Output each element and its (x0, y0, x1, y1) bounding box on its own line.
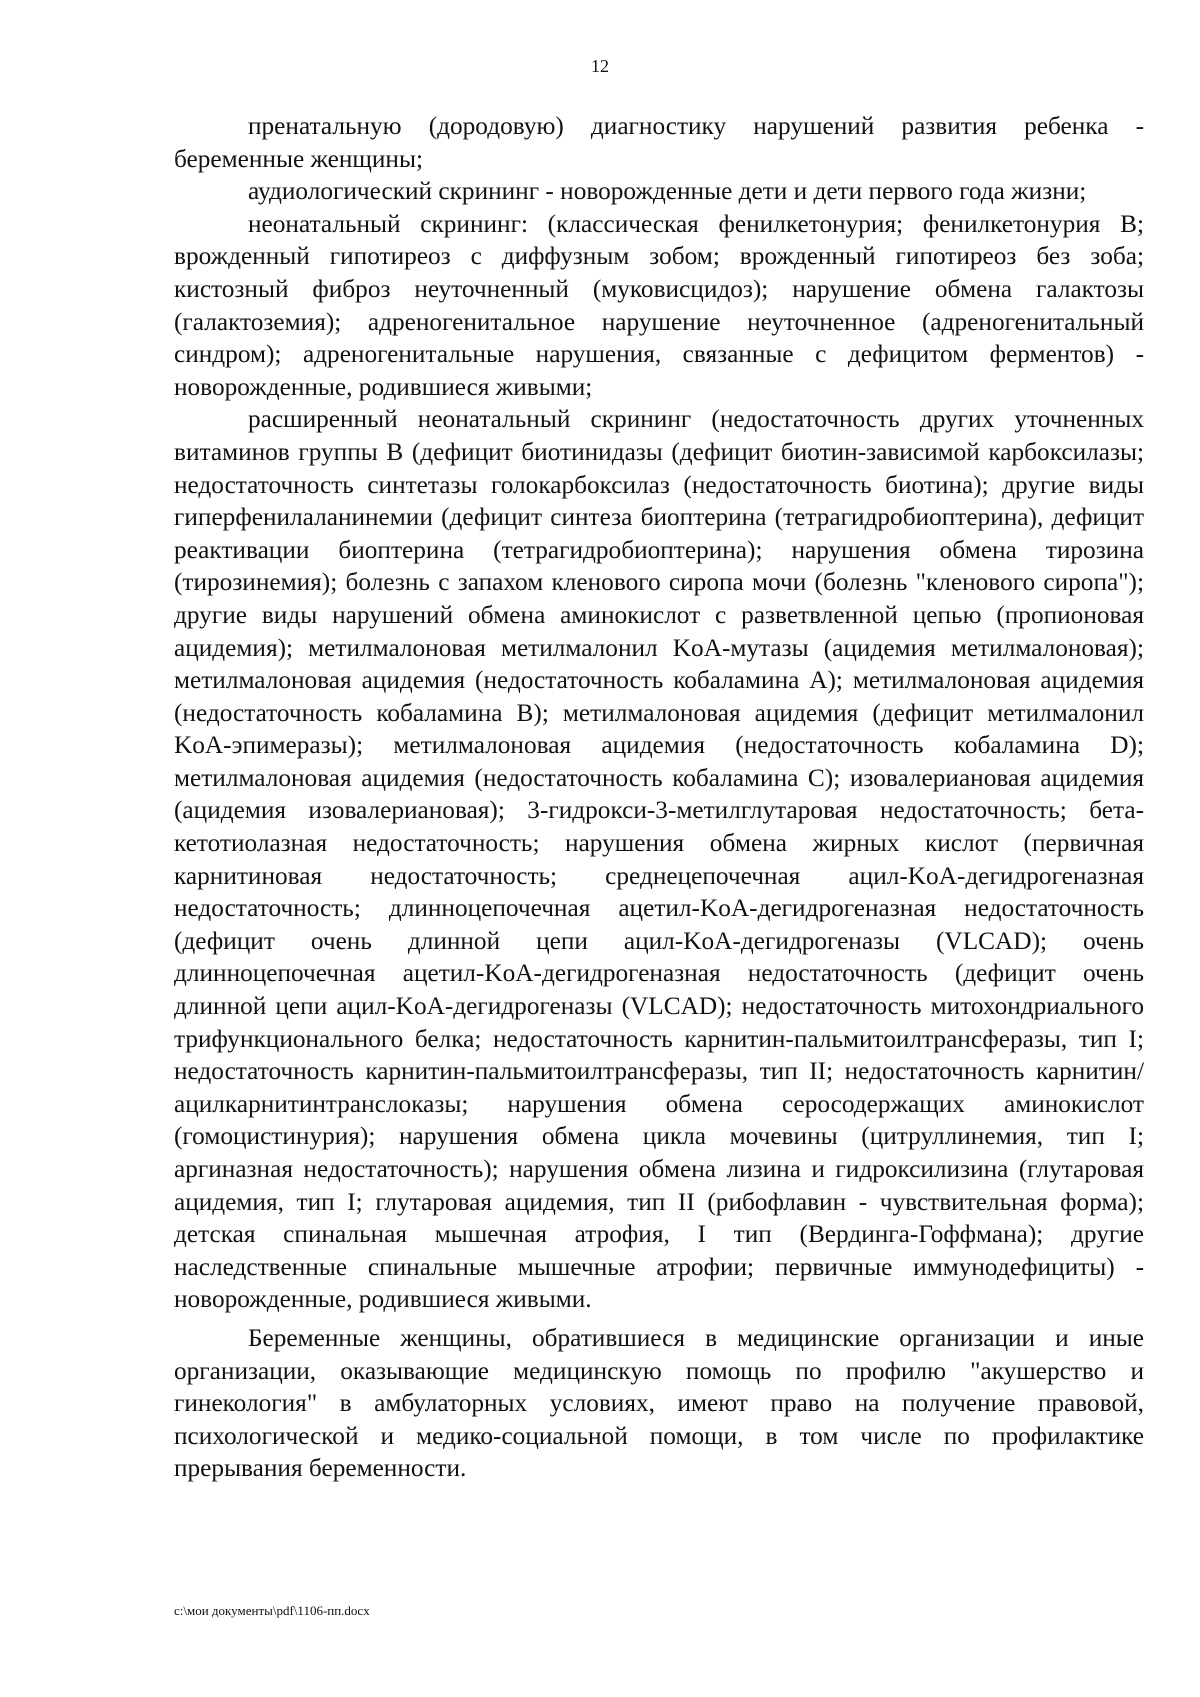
document-body (174, 110, 1144, 1485)
paragraph-prenatal-diagnostics: пренатальную (дородовую) диагностику нарушений развития ребенка - беременные женщины; (174, 112, 1144, 173)
footer-file-path: c:\мои документы\pdf\1106-пп.docx (174, 1603, 370, 1618)
page-number: 12 (591, 56, 609, 76)
paragraph-pregnant-women-rights: Беременные женщины, обратившиеся в медицинские организации и иные организации, оказывающие медицинскую помощь по профилю "акушерство и гинекология" в амбулаторных условиях, имеют право на получение правовой, психологической и медико-социальной помощи, в том числе по профилактике прерывания беременности. (174, 1323, 1144, 1483)
paragraph-audiological-screening: аудиологический скрининг - новорожденные дети и дети первого года жизни; (248, 177, 1087, 206)
paragraph-neonatal-screening: неонатальный скрининг: (классическая фенилкетонурия; фенилкетонурия B; врожденный гипотиреоз с диффузным зобом; врожденный гипотиреоз без зоба; кистозный фиброз неуточненный (муковисцидоз); нарушение обмена галактозы (галактоземия); адреногенитальное нарушение неуточненное (адреногенитальный синдром); адреногенитальные нарушения, связанные с дефицитом ферментов) - новорожденные, родившиеся живыми; (174, 209, 1144, 401)
paragraph-extended-neonatal-screening: расширенный неонатальный скрининг (недостаточность других уточненных витаминов группы B (дефицит биотинидазы (дефицит биотин-зависимой карбоксилазы; недостаточность синтетазы голокарбоксилаз (недостаточность биотина); другие виды гиперфенилаланинемии (дефицит синтеза биоптерина (тетрагидробиоптерина), дефицит реактивации биоптерина (тетрагидробиоптерина); нарушения обмена тирозина (тирозинемия); болезнь с запахом кленового сиропа мочи (болезнь "кленового сиропа"); другие виды нарушений обмена аминокислот с разветвленной цепью (пропионовая ацидемия); метилмалоновая метилмалонил KoA-мутазы (ацидемия метилмалоновая); метилмалоновая ацидемия (недостаточность кобаламина A); метилмалоновая ацидемия (недостаточность кобаламина B); метилмалоновая ацидемия (дефицит метилмалонил KoA-эпимеразы); метилмалоновая ацидемия (недостаточность кобаламина D); метилмалоновая ацидемия (недостаточность кобаламина C); изовалериановая ацидемия (ацидемия изовалериановая); 3-гидрокси-3-метилглутаровая недостаточность; бета-кетотиолазная недостаточность; нарушения обмена жирных кислот (первичная карнитиновая недостаточность; среднецепочечная ацил-KoA-дегидрогеназная недостаточность; длинноцепочечная ацетил-KoA-дегидрогеназная недостаточность (дефицит очень длинной цепи ацил-KoA-дегидрогеназы (VLCAD); очень длинноцепочечная ацетил-KoA-дегидрогеназная недостаточность (дефицит очень длинной цепи ацил-KoA-дегидрогеназы (VLCAD); недостаточность митохондриального трифункционального белка; недостаточность карнитин-пальмитоилтрансферазы, тип I; недостаточность карнитин-пальмитоилтрансферазы, тип II; недостаточность карнитин/ацилкарнитинтранслоказы; нарушения обмена серосодержащих аминокислот (гомоцистинурия); нарушения обмена цикла мочевины (цитруллинемия, тип I; аргиназная недостаточность); нарушения обмена лизина и гидроксилизина (глутаровая ацидемия, тип I; глутаровая ацидемия, тип II (рибофлавин - чувствительная форма); детская спинальная мышечная атрофия, I тип (Вердинга-Гоффмана); другие наследственные спинальные мышечные атрофии; первичные иммунодефициты) - новорожденные, родившиеся живыми. (174, 405, 1144, 1314)
